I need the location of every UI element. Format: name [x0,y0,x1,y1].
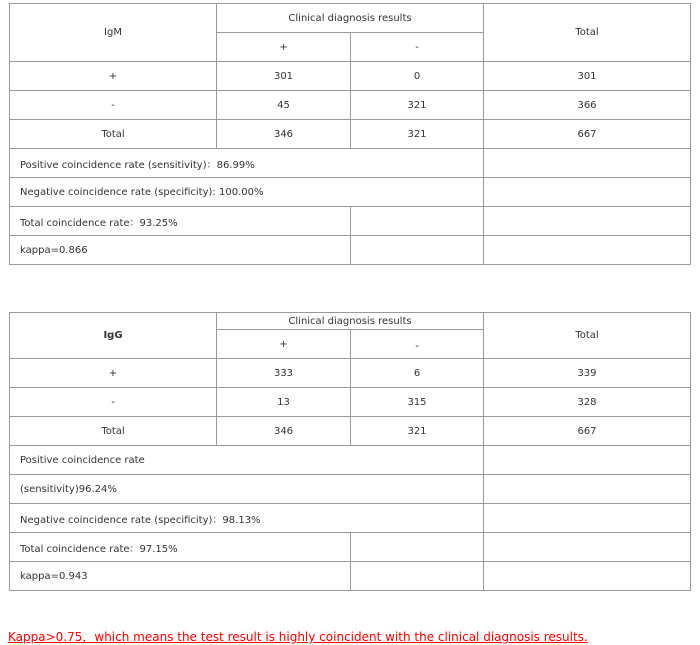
igg-table [9,312,691,591]
row-label: + [10,62,217,91]
igm-table [9,3,691,265]
positive-coincidence-rate: Positive coincidence rate [10,446,484,475]
igg-total-header: Total [484,313,691,359]
stats-row [10,475,691,504]
table-row [10,62,691,91]
negative-coincidence-rate: Negative coincidence rate (specificity)：98.13% [10,504,484,533]
kappa-value: kappa=0.943 [10,562,351,591]
empty-cell [484,562,691,591]
kappa-conclusion-note: Kappa>0.75，which means the test result is highly coincident with the clinical diagnosis results. [8,630,588,644]
sensitivity-value: (sensitivity)96.24% [10,475,484,504]
cell-negative: 315 [351,388,484,417]
igg-clinical-positive: + [217,330,351,359]
cell-total: 328 [484,388,691,417]
igg-corner-header: IgG [10,313,217,359]
cell-total: 667 [484,120,691,149]
empty-cell [484,178,691,207]
cell-positive: 45 [217,91,351,120]
table-row [10,388,691,417]
stats-row [10,533,691,562]
table-row [10,359,691,388]
row-label: + [10,359,217,388]
stats-row [10,446,691,475]
stats-row [10,562,691,591]
positive-coincidence-rate: Positive coincidence rate (sensitivity)：86.99% [10,149,484,178]
igm-clinical-negative: - [351,33,484,62]
stats-row [10,207,691,236]
cell-negative: 0 [351,62,484,91]
igm-total-header: Total [484,4,691,62]
cell-negative: 6 [351,359,484,388]
cell-total: 366 [484,91,691,120]
empty-cell [484,236,691,265]
cell-negative: 321 [351,91,484,120]
empty-cell [484,207,691,236]
cell-positive: 13 [217,388,351,417]
stats-row [10,149,691,178]
empty-cell [484,149,691,178]
igm-clinical-header: Clinical diagnosis results [217,4,484,33]
igg-clinical-header: Clinical diagnosis results [217,313,484,330]
total-coincidence-rate: Total coincidence rate：93.25% [10,207,351,236]
empty-cell [351,562,484,591]
negative-coincidence-rate: Negative coincidence rate (specificity): 100.00% [10,178,484,207]
empty-cell [484,446,691,475]
stats-row [10,236,691,265]
cell-total: 301 [484,62,691,91]
row-label: Total [10,417,217,446]
cell-total: 339 [484,359,691,388]
cell-positive: 301 [217,62,351,91]
cell-total: 667 [484,417,691,446]
stats-row [10,178,691,207]
cell-positive: 346 [217,417,351,446]
igg-clinical-negative: - [351,330,484,359]
cell-negative: 321 [351,120,484,149]
row-label: - [10,388,217,417]
cell-negative: 321 [351,417,484,446]
cell-positive: 346 [217,120,351,149]
empty-cell [484,504,691,533]
igm-clinical-positive: + [217,33,351,62]
row-label: Total [10,120,217,149]
empty-cell [351,207,484,236]
empty-cell [351,236,484,265]
table-row [10,417,691,446]
total-coincidence-rate: Total coincidence rate：97.15% [10,533,351,562]
row-label: - [10,91,217,120]
stats-row [10,504,691,533]
table-row [10,120,691,149]
empty-cell [484,533,691,562]
cell-positive: 333 [217,359,351,388]
empty-cell [351,533,484,562]
kappa-value: kappa=0.866 [10,236,351,265]
igm-corner-header: IgM [10,4,217,62]
empty-cell [484,475,691,504]
table-row [10,91,691,120]
